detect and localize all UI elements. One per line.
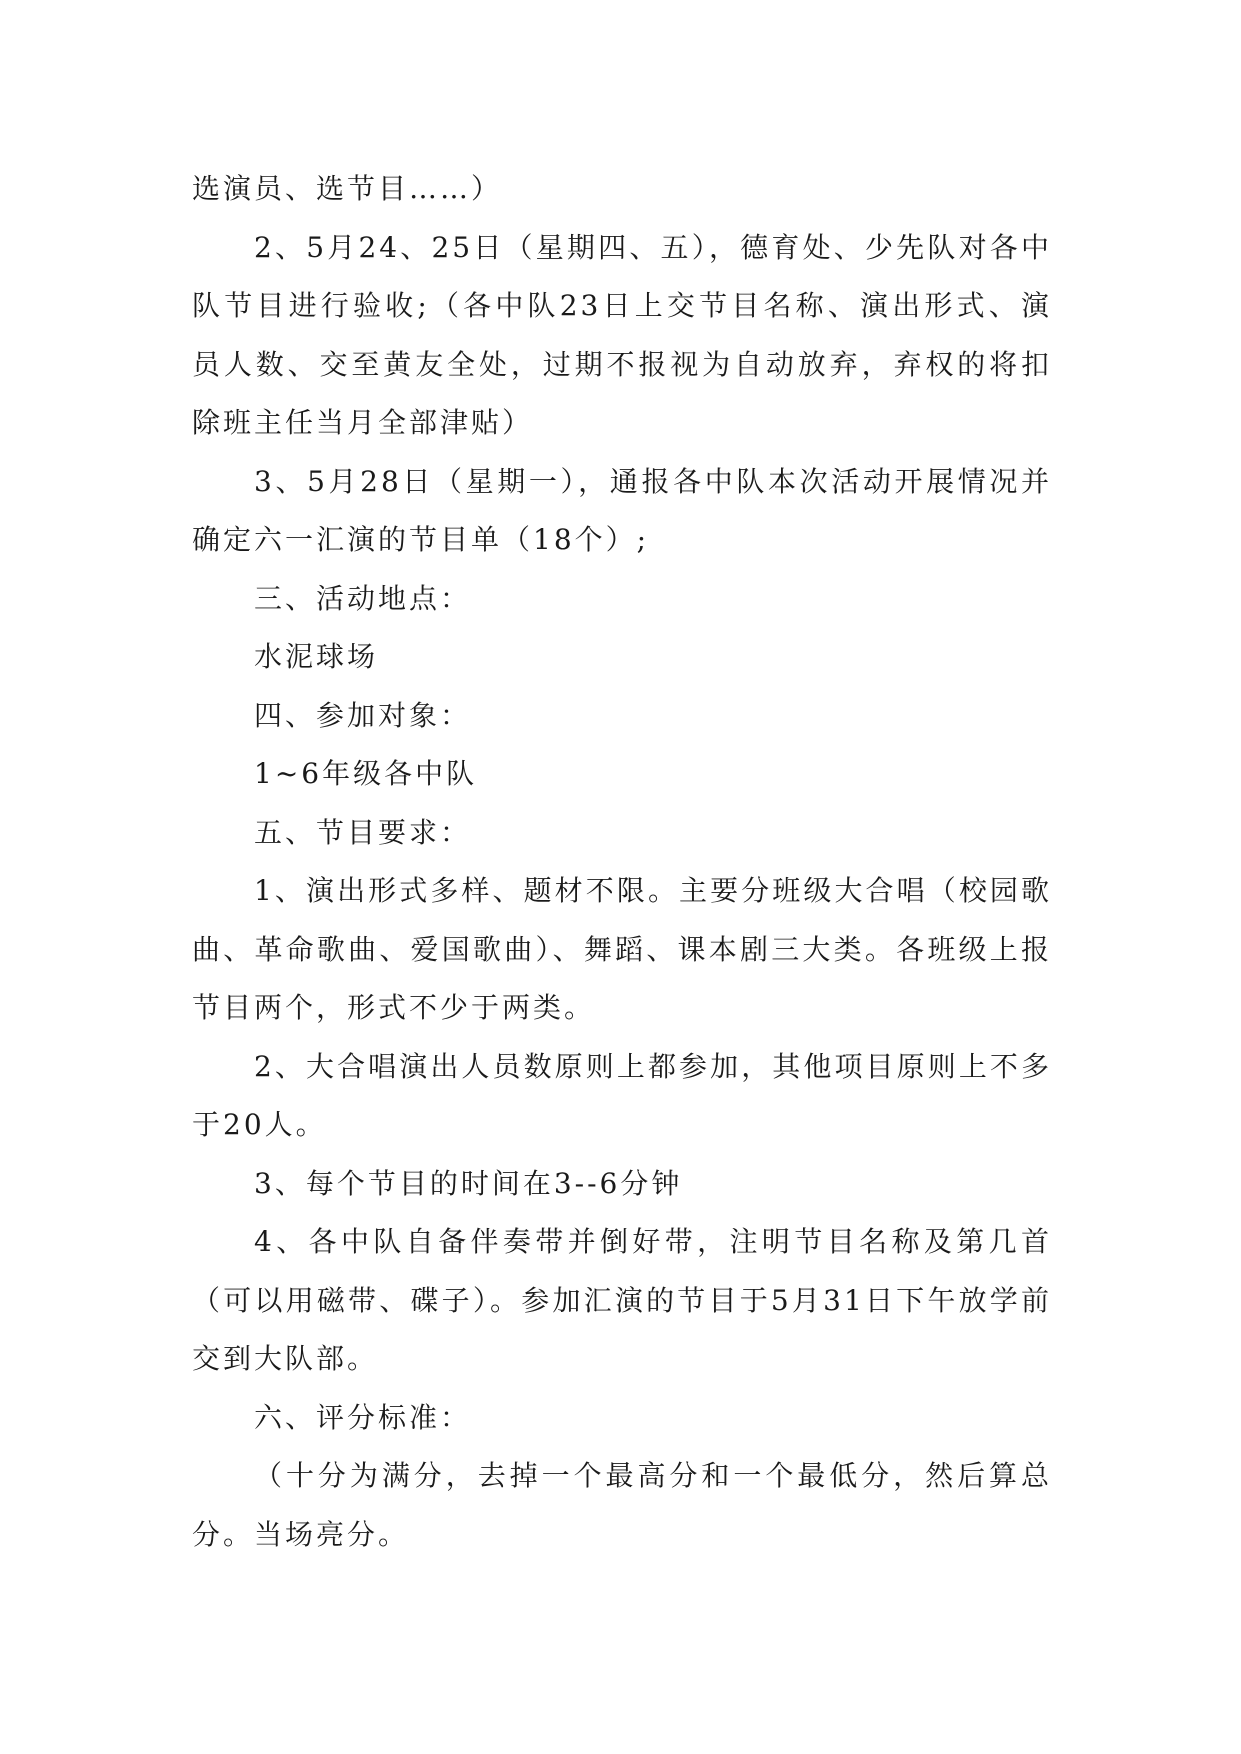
document-body xyxy=(192,160,1052,1564)
paragraph-requirement-1: 1、演出形式多样、题材不限。主要分班级大合唱（校园歌曲、革命歌曲、爱国歌曲）、舞蹈、课本剧三大类。各班级上报节目两个，形式不少于两类。 xyxy=(192,874,1052,1024)
section-heading-scoring: 六、评分标准： xyxy=(254,1400,472,1434)
section-heading-venue: 三、活动地点： xyxy=(254,581,472,615)
paragraph-requirement-2: 2、大合唱演出人员数原则上都参加，其他项目原则上不多于20人。 xyxy=(192,1049,1052,1141)
paragraph-schedule-item-2: 2、5月24、25日（星期四、五），德育处、少先队对各中队节目进行验收;（各中队23日上交节目名称、演出形式、演员人数、交至黄友全处，过期不报视为自动放弃，弃权的将扣除班主任当月全部津贴） xyxy=(192,230,1052,439)
paragraph-venue: 水泥球场 xyxy=(254,640,379,673)
paragraph-requirement-4: 4、各中队自备伴奏带并倒好带，注明节目名称及第几首（可以用磁带、碟子）。参加汇演的节目于5月31日下午放学前交到大队部。 xyxy=(192,1225,1052,1375)
paragraph-requirement-3: 3、每个节目的时间在3--6分钟 xyxy=(254,1166,683,1200)
paragraph-schedule-item-3: 3、5月28日（星期一），通报各中队本次活动开展情况并确定六一汇演的节目单（18个）; xyxy=(192,464,1052,556)
paragraph-continuation: 选演员、选节目……） xyxy=(192,172,503,205)
paragraph-participants: 1~6年级各中队 xyxy=(254,757,478,790)
paragraph-scoring: （十分为满分，去掉一个最高分和一个最低分，然后算总分。当场亮分。 xyxy=(192,1459,1052,1551)
section-heading-participants: 四、参加对象： xyxy=(254,698,472,732)
section-heading-requirements: 五、节目要求： xyxy=(254,815,472,849)
